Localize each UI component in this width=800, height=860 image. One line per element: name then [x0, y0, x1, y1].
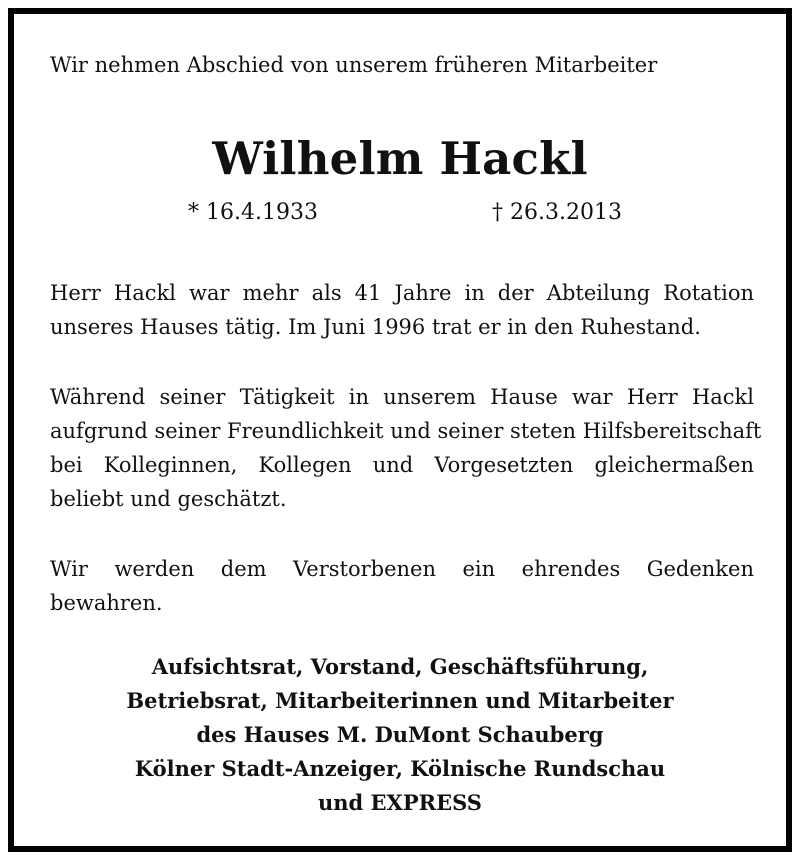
paragraph-line: bei Kolleginnen, Kollegen und Vorgesetzten gleichermaßen — [50, 453, 754, 477]
paragraph-line: beliebt und geschätzt. — [50, 487, 287, 511]
deceased-name: Wilhelm Hackl — [212, 132, 588, 185]
intro-text: Wir nehmen Abschied von unserem früheren Mitarbeiter — [50, 53, 658, 77]
signers-block — [14, 650, 786, 820]
paragraph-line: unseres Hauses tätig. Im Juni 1996 trat er in den Ruhestand. — [50, 315, 701, 339]
paragraph-line: Herr Hackl war mehr als 41 Jahre in der Abteilung Rotation — [50, 281, 754, 305]
signer-line: Betriebsrat, Mitarbeiterinnen und Mitarbeiter — [126, 688, 674, 713]
signer-line: und EXPRESS — [318, 790, 482, 815]
paragraph-line: Während seiner Tätigkeit in unserem Hause war Herr Hackl — [50, 385, 754, 409]
paragraph-line: aufgrund seiner Freundlichkeit und seiner steten Hilfsbereitschaft — [50, 419, 762, 443]
paragraph-line: bewahren. — [50, 591, 163, 615]
paragraph-remembrance — [50, 552, 754, 620]
paragraph-line: Wir werden dem Verstorbenen ein ehrendes Gedenken — [50, 557, 754, 581]
signer-line: des Hauses M. DuMont Schauberg — [196, 722, 604, 747]
paragraph-career — [50, 276, 754, 344]
signer-line: Aufsichtsrat, Vorstand, Geschäftsführung, — [151, 654, 649, 679]
signer-line: Kölner Stadt-Anzeiger, Kölnische Rundschau — [134, 756, 666, 781]
birth-date: * 16.4.1933 — [188, 200, 318, 225]
death-date: † 26.3.2013 — [492, 200, 622, 225]
obituary-notice — [8, 8, 792, 852]
paragraph-character — [50, 380, 762, 516]
